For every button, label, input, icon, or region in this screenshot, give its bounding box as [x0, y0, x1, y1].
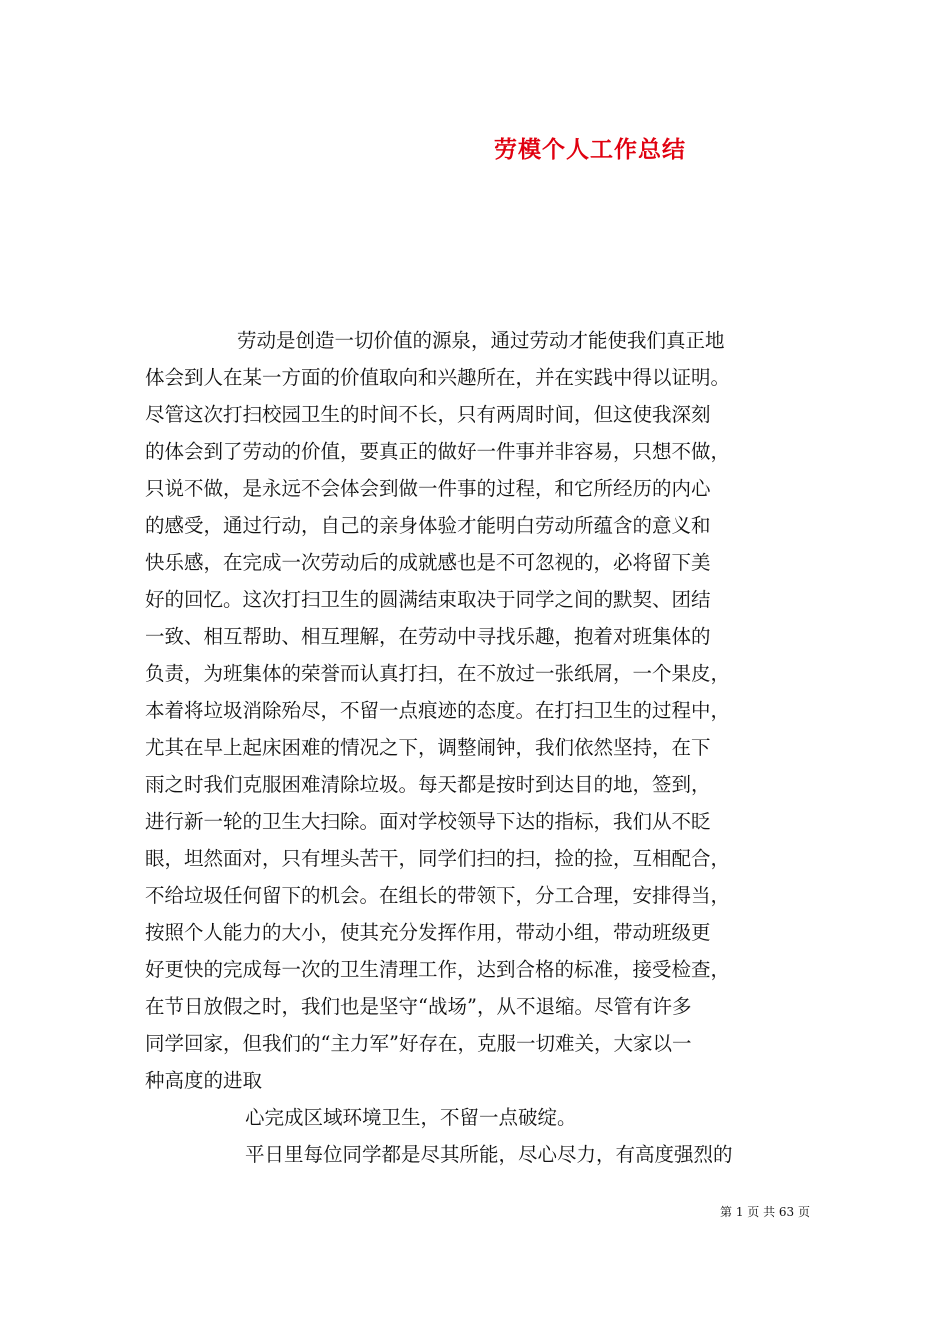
body-line: 雨之时我们克服困难清除垃圾。每天都是按时到达目的地，签到，	[145, 773, 711, 796]
body-line: 体会到人在某一方面的价值取向和兴趣所在，并在实践中得以证明。	[145, 366, 731, 389]
body-line: 的感受，通过行动，自己的亲身体验才能明白劳动所蕴含的意义和	[145, 514, 711, 537]
body-line: 好的回忆。这次打扫卫生的圆满结束取决于同学之间的默契、团结	[145, 588, 711, 611]
body-line: 快乐感，在完成一次劳动后的成就感也是不可忽视的，必将留下美	[145, 551, 711, 574]
body-line: 尤其在早上起床困难的情况之下，调整闹钟，我们依然坚持，在下	[145, 736, 711, 759]
body-line: 本着将垃圾消除殆尽，不留一点痕迹的态度。在打扫卫生的过程中，	[145, 699, 731, 722]
body-line: 心完成区域环境卫生，不留一点破绽。	[245, 1106, 577, 1129]
body-line: 尽管这次打扫校园卫生的时间不长，只有两周时间，但这使我深刻	[145, 403, 711, 426]
body-line: 按照个人能力的大小，使其充分发挥作用，带动小组，带动班级更	[145, 921, 711, 944]
page-number-footer: 第 1 页 共 63 页	[720, 1205, 810, 1219]
body-line: 负责，为班集体的荣誉而认真打扫，在不放过一张纸屑，一个果皮，	[145, 662, 731, 685]
body-line: 只说不做，是永远不会体会到做一件事的过程，和它所经历的内心	[145, 477, 711, 500]
body-line: 同学回家，但我们的“主力军”好存在，克服一切难关，大家以一	[145, 1032, 692, 1055]
body-line: 一致、相互帮助、相互理解，在劳动中寻找乐趣，抱着对班集体的	[145, 625, 711, 648]
document-body	[145, 322, 810, 1173]
body-line: 进行新一轮的卫生大扫除。面对学校领导下达的指标，我们从不眨	[145, 810, 711, 833]
body-line: 种高度的进取	[145, 1069, 263, 1092]
body-line: 劳动是创造一切价值的源泉，通过劳动才能使我们真正地	[237, 329, 725, 352]
body-line: 在节日放假之时，我们也是坚守“战场”，从不退缩。尽管有许多	[145, 995, 692, 1018]
body-line: 的体会到了劳动的价值，要真正的做好一件事并非容易，只想不做，	[145, 440, 731, 463]
document-title: 劳模个人工作总结	[494, 136, 686, 163]
body-line: 平日里每位同学都是尽其所能，尽心尽力，有高度强烈的	[245, 1143, 733, 1166]
body-line: 不给垃圾任何留下的机会。在组长的带领下，分工合理，安排得当，	[145, 884, 731, 907]
body-line: 眼，坦然面对，只有埋头苦干，同学们扫的扫，捡的捡，互相配合，	[145, 847, 731, 870]
body-line: 好更快的完成每一次的卫生清理工作，达到合格的标准，接受检查，	[145, 958, 731, 981]
